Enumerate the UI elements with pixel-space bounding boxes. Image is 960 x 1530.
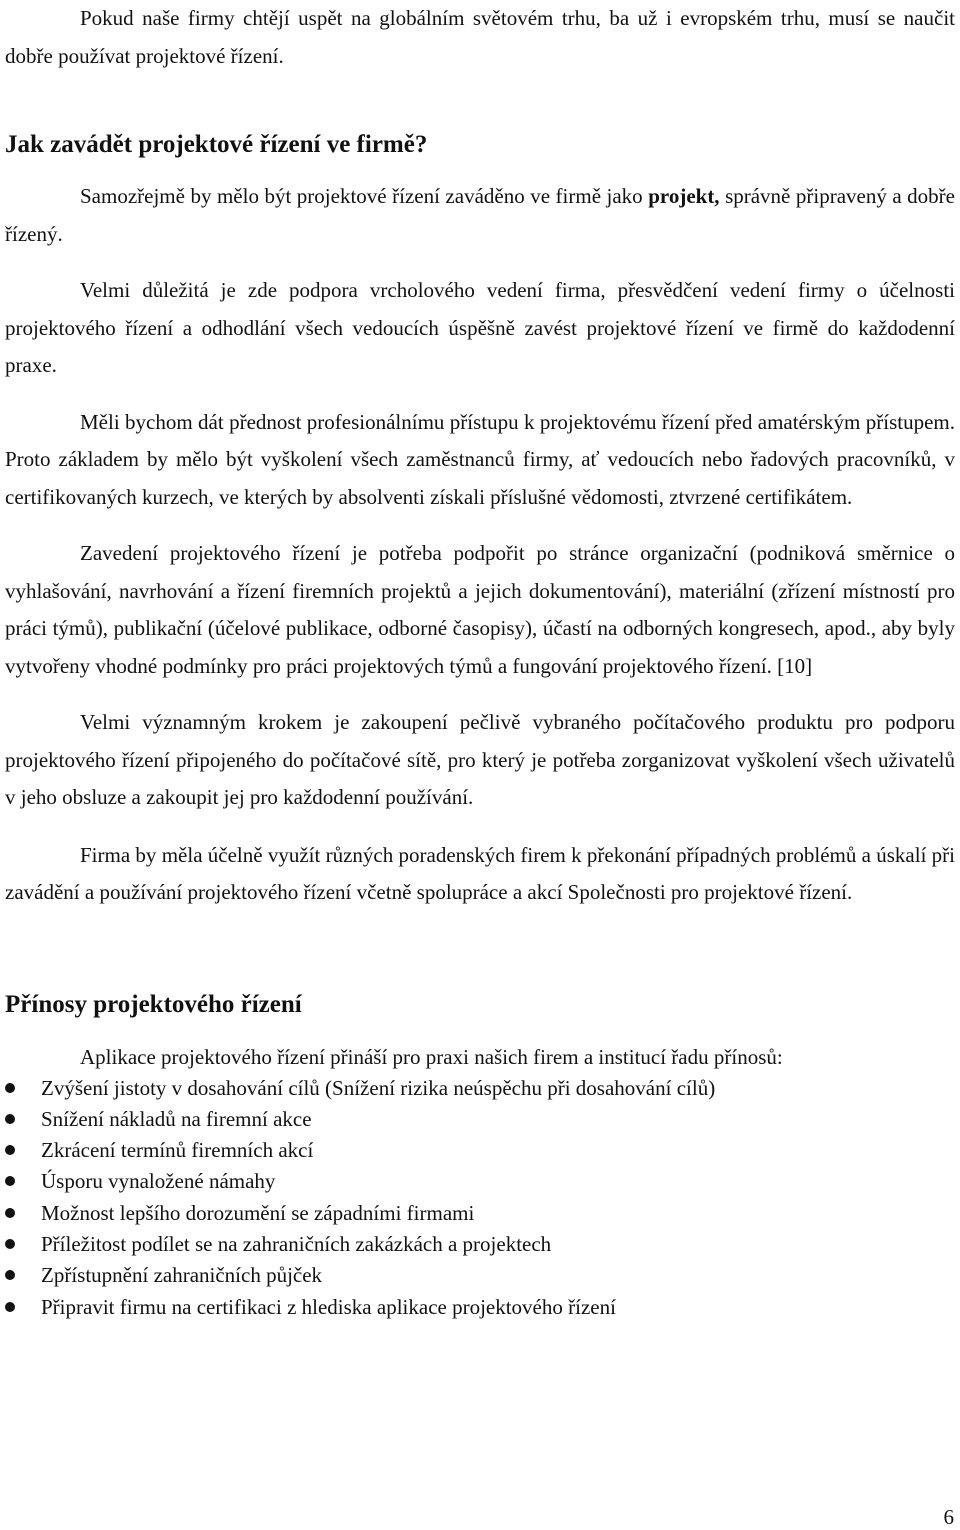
bullet-icon — [5, 1176, 15, 1186]
paragraph-consulting: Firma by měla účelně využít různých poradenských firem k překonání případných problémů a úskalí při zavádění a používání projektového řízení včetně spolupráce a akcí Společnosti pro projektové řízení. — [5, 842, 955, 904]
list-item-text: Možnost lepšího dorozumění se západními firmami — [41, 1200, 475, 1225]
bullet-icon — [5, 1114, 15, 1124]
list-item — [5, 1166, 955, 1197]
paragraph-project-start: Samozřejmě by mělo být projektové řízení zaváděno ve firmě jako — [80, 184, 649, 208]
list-item — [5, 1198, 955, 1229]
list-item — [5, 1292, 955, 1323]
benefits-intro: Aplikace projektového řízení přináší pro praxi našich firem a institucí řadu přínosů: — [80, 1044, 783, 1069]
paragraph-project — [5, 178, 955, 253]
bullet-icon — [5, 1208, 15, 1218]
list-item-text: Zpřístupnění zahraničních půjček — [41, 1263, 323, 1288]
paragraph-project-end: správně připravený a dobře řízený. — [5, 184, 955, 246]
list-item — [5, 1229, 955, 1260]
bullet-icon — [5, 1239, 15, 1249]
bullet-icon — [5, 1083, 15, 1093]
list-item-text: Snížení nákladů na firemní akce — [41, 1106, 312, 1131]
list-item-text: Příležitost podílet se na zahraničních zakázkách a projektech — [41, 1231, 552, 1256]
paragraph-software: Velmi významným krokem je zakoupení pečlivě vybraného počítačového produktu pro podporu projektového řízení připojeného do počítačové sítě, pro který je potřeba zorganizovat vyškolení všech uživatelů v jeho obsluze a zakoupit jej pro každodenní používání. — [5, 710, 955, 809]
bullet-icon — [5, 1145, 15, 1155]
section-heading-implementation: Jak zavádět projektové řízení ve firmě? — [5, 131, 428, 158]
bullet-icon — [5, 1302, 15, 1312]
paragraph-professional-approach: Měli bychom dát přednost profesionálnímu přístupu k projektovému řízení před amatérským přístupem. Proto základem by mělo být vyškolení všech zaměstnanců firmy, ať vedoucích nebo řadových pracovníků, v certifikovaných kurzech, ve kterých by absolventi získali příslušné vědomosti, ztvrzené certifikátem. — [5, 409, 955, 509]
list-item — [5, 1104, 955, 1135]
benefits-list — [5, 1073, 955, 1323]
page-number: 6 — [943, 1505, 954, 1529]
paragraph-organization: Zavedení projektového řízení je potřeba podpořit po stránce organizační (podniková směrnice o vyhlašování, navrhování a řízení firemních projektů a jejich dokumentování), materiální (zřízení místností pro práci týmů), publikační (účelové publikace, odborné časopisy), účastí na odborných kongresech, apod., aby byly vytvořeny vhodné podmínky pro práci projektových týmů a fungování projektového řízení. [10] — [5, 541, 955, 678]
list-item-text: Zvýšení jistoty v dosahování cílů (Snížení rizika neúspěchu při dosahování cílů) — [41, 1075, 716, 1100]
list-item-text: Připravit firmu na certifikaci z hlediska aplikace projektového řízení — [41, 1294, 616, 1319]
document-page — [5, 0, 955, 1323]
list-item — [5, 1135, 955, 1166]
list-item — [5, 1260, 955, 1291]
list-item-text: Úsporu vynaložené námahy — [41, 1169, 276, 1194]
list-item-text: Zkrácení termínů firemních akcí — [41, 1138, 314, 1163]
paragraph-project-bold: projekt, — [648, 184, 720, 208]
intro-paragraph: Pokud naše firmy chtějí uspět na globálním světovém trhu, ba už i evropském trhu, musí se naučit dobře používat projektové řízení. — [5, 6, 955, 68]
bullet-icon — [5, 1270, 15, 1280]
list-item — [5, 1073, 955, 1104]
paragraph-management-support: Velmi důležitá je zde podpora vrcholového vedení firma, přesvědčení vedení firmy o účelnosti projektového řízení a odhodlání všech vedoucích úspěšně zavést projektové řízení ve firmě do každodenní praxe. — [5, 278, 955, 377]
section-heading-benefits: Přínosy projektového řízení — [5, 990, 302, 1018]
